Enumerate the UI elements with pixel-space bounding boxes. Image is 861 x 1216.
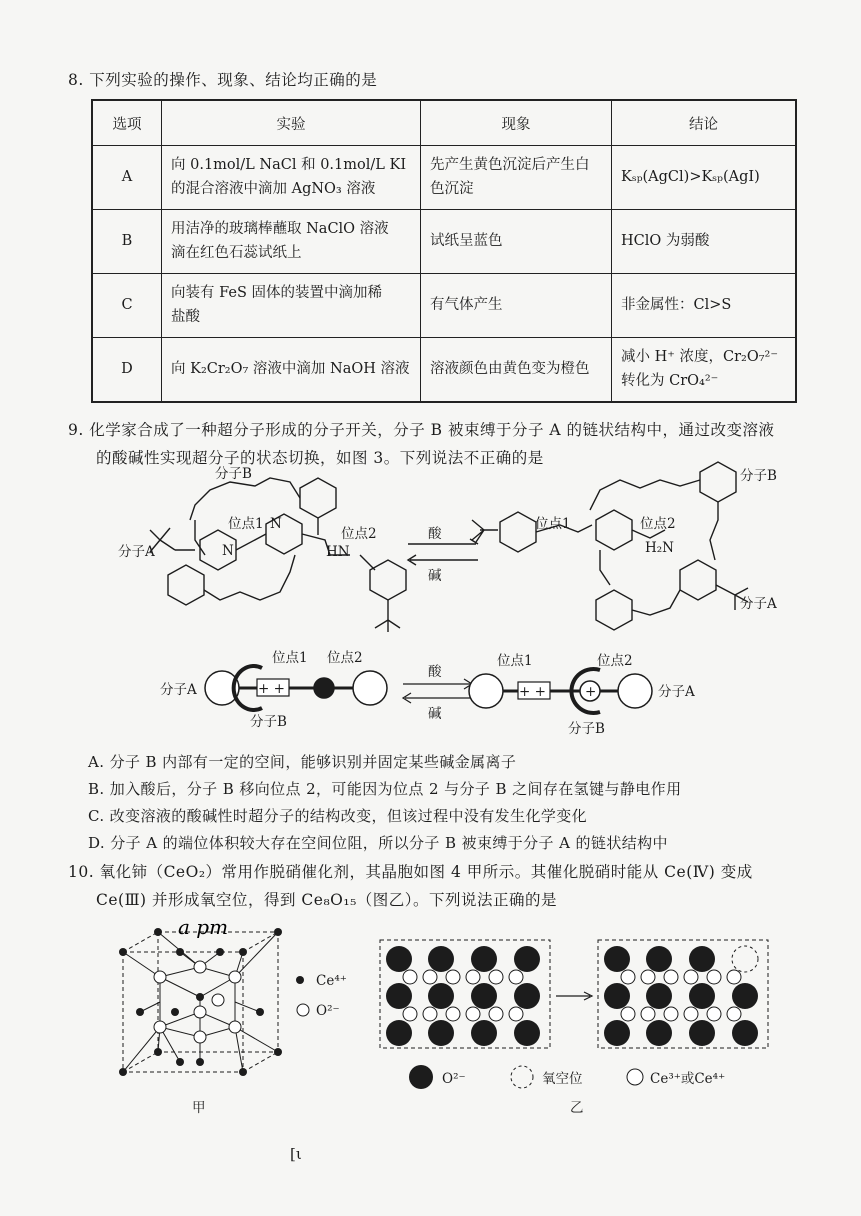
row-phenomenon: 试纸呈蓝色 (421, 210, 612, 274)
oxygen-ion (386, 983, 412, 1009)
cerium-ion (509, 1007, 523, 1021)
legend-o2: O²⁻ (316, 1003, 340, 1019)
cerium-ion (423, 1007, 437, 1021)
legend-ce4: Ce⁴⁺ (316, 973, 347, 989)
row-option: C (92, 274, 162, 338)
cerium-ion (621, 970, 635, 984)
label-site1-schem-left: 位点1 (272, 650, 308, 666)
oxygen-ion (646, 1020, 672, 1046)
oxygen-vacancy (732, 946, 758, 972)
cerium-ion (664, 970, 678, 984)
row-conclusion: 非金属性：Cl>S (612, 274, 797, 338)
oxygen-ion (428, 1020, 454, 1046)
cerium-ion (664, 1007, 678, 1021)
label-plus-site2: + (585, 684, 597, 700)
row-conclusion: 减小 H⁺ 浓度，Cr₂O₇²⁻ 转化为 CrO₄²⁻ (612, 338, 797, 403)
oxygen-ion (604, 946, 630, 972)
table-row (92, 274, 796, 338)
table-header-row (92, 100, 796, 146)
oxygen-ion (732, 983, 758, 1009)
legend2-ce: Ce³⁺或Ce⁴⁺ (650, 1071, 726, 1087)
q8-stem: 8. 下列实验的操作、现象、结论均正确的是 (68, 71, 378, 89)
cerium-ion (423, 970, 437, 984)
table-row (92, 338, 796, 403)
label-molecule-a-schem-left: 分子A (160, 682, 197, 698)
label-hn: HN (326, 544, 350, 560)
oxygen-ion (514, 983, 540, 1009)
oxygen-ion (689, 946, 715, 972)
row-experiment: 向 K₂Cr₂O₇ 溶液中滴加 NaOH 溶液 (162, 338, 421, 403)
cerium-ion (403, 970, 417, 984)
label-base-schem: 碱 (428, 706, 442, 722)
label-site2-schem-left: 位点2 (327, 650, 363, 666)
label-site1-top: 位点1 (228, 516, 264, 532)
cerium-ion (466, 970, 480, 984)
label-acid-top: 酸 (428, 526, 442, 542)
oxygen-ion (689, 1020, 715, 1046)
cerium-ion (707, 1007, 721, 1021)
label-molecule-b-schem-right: 分子B (568, 721, 605, 737)
q9-stem-line1: 9. 化学家合成了一种超分子形成的分子开关，分子 B 被束缚于分子 A 的链状结构中，通过改变溶液 (68, 421, 775, 439)
cerium-ion (403, 1007, 417, 1021)
oxygen-ion (471, 1020, 497, 1046)
header-option: 选项 (92, 100, 162, 146)
row-phenomenon: 先产生黄色沉淀后产生白 色沉淀 (421, 146, 612, 210)
row-experiment: 向装有 FeS 固体的装置中滴加稀 盐酸 (162, 274, 421, 338)
cell-parameter: a pm (178, 915, 229, 939)
oxygen-ion (514, 1020, 540, 1046)
q10-stem-line1: 10. 氧化铈（CeO₂）常用作脱硝催化剂，其晶胞如图 4 甲所示。其催化脱硝时能从 Ce(Ⅳ) 变成 (68, 863, 753, 881)
experiment-table (91, 99, 797, 403)
q10-stem-line2: Ce(Ⅲ) 并形成氧空位，得到 Ce₈O₁₅（图乙）。下列说法正确的是 (96, 891, 558, 909)
oxygen-ion (386, 1020, 412, 1046)
figure-label-yi: 乙 (570, 1100, 584, 1116)
q9-option-c: C. 改变溶液的酸碱性时超分子的结构改变，但该过程中没有发生化学变化 (88, 807, 588, 825)
q9-option-a: A. 分子 B 内部有一定的空间，能够识别并固定某些碱金属离子 (88, 753, 517, 771)
row-phenomenon: 有气体产生 (421, 274, 612, 338)
row-experiment: 用洁净的玻璃棒蘸取 NaClO 溶液 滴在红色石蕊试纸上 (162, 210, 421, 274)
cerium-ion (727, 1007, 741, 1021)
q9-option-d: D. 分子 A 的端位体积较大存在空间位阻，所以分子 B 被束缚于分子 A 的链状结构中 (88, 834, 668, 852)
oxygen-ion (732, 1020, 758, 1046)
label-acid-schem: 酸 (428, 664, 442, 680)
oxygen-ion (646, 983, 672, 1009)
header-experiment: 实验 (162, 100, 421, 146)
cerium-ion (466, 1007, 480, 1021)
label-h2n: H₂N (645, 540, 674, 556)
oxygen-ion (604, 983, 630, 1009)
legend2-o2: O²⁻ (442, 1071, 466, 1087)
oxygen-ion (646, 946, 672, 972)
figure-4-ceria (0, 912, 861, 1132)
cerium-ion (684, 1007, 698, 1021)
label-n-right: N (270, 516, 282, 532)
table-row (92, 210, 796, 274)
row-option: A (92, 146, 162, 210)
oxygen-ion (514, 946, 540, 972)
cerium-ion (641, 970, 655, 984)
cerium-ion (446, 1007, 460, 1021)
label-n-left: N (222, 543, 234, 559)
oxygen-ion (386, 946, 412, 972)
oxygen-ion (471, 946, 497, 972)
row-phenomenon: 溶液颜色由黄色变为橙色 (421, 338, 612, 403)
page-number: [ι (290, 1145, 302, 1163)
label-plus-left: + + (258, 681, 285, 697)
cerium-ion (621, 1007, 635, 1021)
oxygen-ion (471, 983, 497, 1009)
cerium-ion (684, 970, 698, 984)
label-molecule-b-schem-left: 分子B (250, 714, 287, 730)
cerium-ion (727, 970, 741, 984)
table-row (92, 146, 796, 210)
label-molecule-b-right: 分子B (740, 468, 777, 484)
cerium-ion (707, 970, 721, 984)
legend2-vacancy: 氧空位 (542, 1071, 583, 1087)
cerium-ion (509, 970, 523, 984)
row-conclusion: Kₛₚ(AgCl)>Kₛₚ(AgI) (612, 146, 797, 210)
figure-label-jia: 甲 (192, 1100, 206, 1116)
oxygen-ion (428, 983, 454, 1009)
label-plus-right: + + (519, 684, 546, 700)
label-molecule-b-top: 分子B (215, 466, 252, 482)
cerium-ion (641, 1007, 655, 1021)
label-site2-right: 位点2 (640, 516, 676, 532)
q9-option-b: B. 加入酸后，分子 B 移向位点 2，可能因为位点 2 与分子 B 之间存在氢键与静电作用 (88, 780, 682, 798)
label-site1-right: 位点1 (535, 516, 571, 532)
header-conclusion: 结论 (612, 100, 797, 146)
figure-3-molecular-switch (0, 460, 861, 750)
oxygen-ion (428, 946, 454, 972)
row-option: B (92, 210, 162, 274)
label-molecule-a-schem-right: 分子A (658, 684, 695, 700)
cerium-ion (446, 970, 460, 984)
row-experiment: 向 0.1mol/L NaCl 和 0.1mol/L KI 的混合溶液中滴加 AgNO₃ 溶液 (162, 146, 421, 210)
oxygen-ion (689, 983, 715, 1009)
header-phenomenon: 现象 (421, 100, 612, 146)
label-molecule-a-right: 分子A (740, 596, 777, 612)
label-molecule-a-top: 分子A (118, 544, 155, 560)
lattice-before (386, 946, 540, 1046)
label-base-top: 碱 (428, 568, 442, 584)
cerium-ion (489, 1007, 503, 1021)
row-option: D (92, 338, 162, 403)
label-site2-top: 位点2 (341, 526, 377, 542)
lattice-after (604, 946, 758, 1046)
oxygen-ion (604, 1020, 630, 1046)
q9-stem-line2: 的酸碱性实现超分子的状态切换，如图 3。下列说法不正确的是 (96, 449, 544, 467)
cerium-ion (489, 970, 503, 984)
label-site1-schem-right: 位点1 (497, 653, 533, 669)
label-site2-schem-right: 位点2 (597, 653, 633, 669)
row-conclusion: HClO 为弱酸 (612, 210, 797, 274)
